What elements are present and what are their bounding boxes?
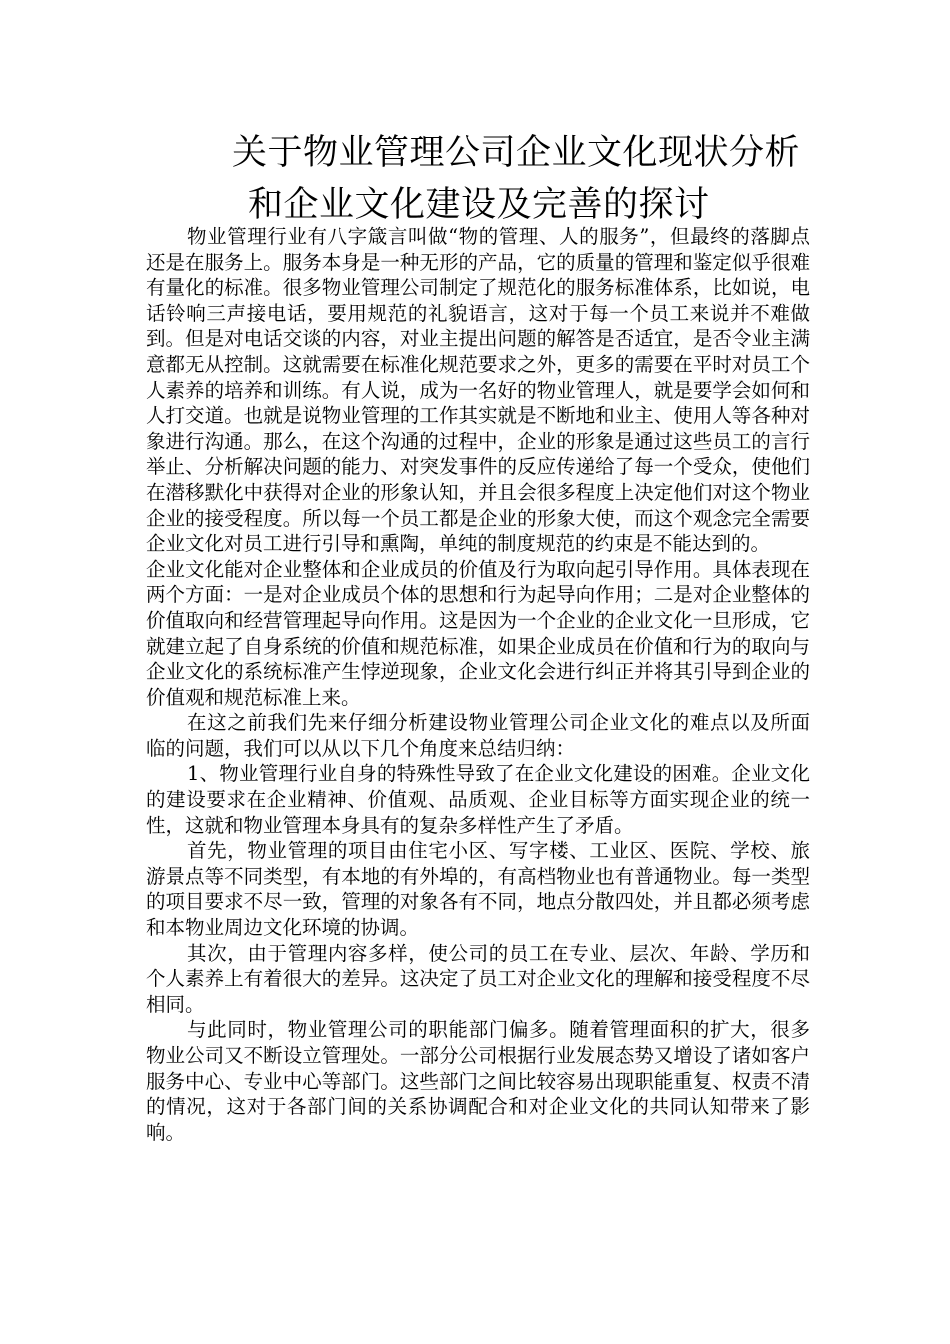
paragraph: 与此同时，物业管理公司的职能部门偏多。随着管理面积的扩大，很多物业公司又不断设立管理处。一部分公司根据行业发展态势又增设了诸如客户服务中心、专业中心等部门。这些部门之间比较容易出现职能重复、权责不清的情况，这对于各部门间的关系协调配合和对企业文化的共同认知带来了影响。	[146, 1018, 810, 1144]
document-body	[146, 224, 810, 1145]
paragraph: 1、物业管理行业自身的特殊性导致了在企业文化建设的困难。企业文化的建设要求在企业精神、价值观、品质观、企业目标等方面实现企业的统一性，这就和物业管理本身具有的复杂多样性产生了矛盾。	[146, 762, 810, 837]
paragraph: 其次，由于管理内容多样，使公司的员工在专业、层次、年龄、学历和个人素养上有着很大的差异。这决定了员工对企业文化的理解和接受程度不尽相同。	[146, 941, 810, 1016]
paragraph: 在这之前我们先来仔细分析建设物业管理公司企业文化的难点以及所面临的问题，我们可以从以下几个角度来总结归纳：	[146, 711, 810, 760]
paragraph: 物业管理行业有八字箴言叫做“物的管理、人的服务”，但最终的落脚点还是在服务上。服务本身是一种无形的产品，它的质量的管理和鉴定似乎很难有量化的标准。很多物业管理公司制定了规范化的服务标准体系，比如说，电话铃响三声接电话，要用规范的礼貌语言，这对于每一个员工来说并不难做到。但是对电话交谈的内容，对业主提出问题的解答是否适宜，是否令业主满意都无从控制。这就需要在标准化规范要求之外，更多的需要在平时对员工个人素养的培养和训练。有人说，成为一名好的物业管理人，就是要学会如何和人打交道。也就是说物业管理的工作其实就是不断地和业主、使用人等各种对象进行沟通。那么，在这个沟通的过程中，企业的形象是通过这些员工的言行举止、分析解决问题的能力、对突发事件的反应传递给了每一个受众，使他们在潜移默化中获得对企业的形象认知，并且会很多程度上决定他们对这个物业企业的接受程度。所以每一个员工都是企业的形象大使，而这个观念完全需要企业文化对员工进行引导和熏陶，单纯的制度规范的约束是不能达到的。	[146, 225, 810, 556]
document-title-line-1: 关于物业管理公司企业文化现状分析	[232, 133, 801, 173]
paragraph: 首先，物业管理的项目由住宅小区、写字楼、工业区、医院、学校、旅游景点等不同类型，有本地的有外埠的，有高档物业也有普通物业。每一类型的项目要求不尽一致，管理的对象各有不同，地点分散四处，并且都必须考虑和本物业周边文化环境的协调。	[146, 839, 810, 940]
paragraph: 企业文化能对企业整体和企业成员的价值及行为取向起引导作用。具体表现在两个方面：一是对企业成员个体的思想和行为起导向作用；二是对企业整体的价值取向和经营管理起导向作用。这是因为一个企业的企业文化一旦形成，它就建立起了自身系统的价值和规范标准，如果企业成员在价值和行为的取向与企业文化的系统标准产生悖逆现象，企业文化会进行纠正并将其引导到企业的价值观和规范标准上来。	[146, 557, 810, 709]
document-title-line-2: 和企业文化建设及完善的探讨	[248, 185, 710, 225]
